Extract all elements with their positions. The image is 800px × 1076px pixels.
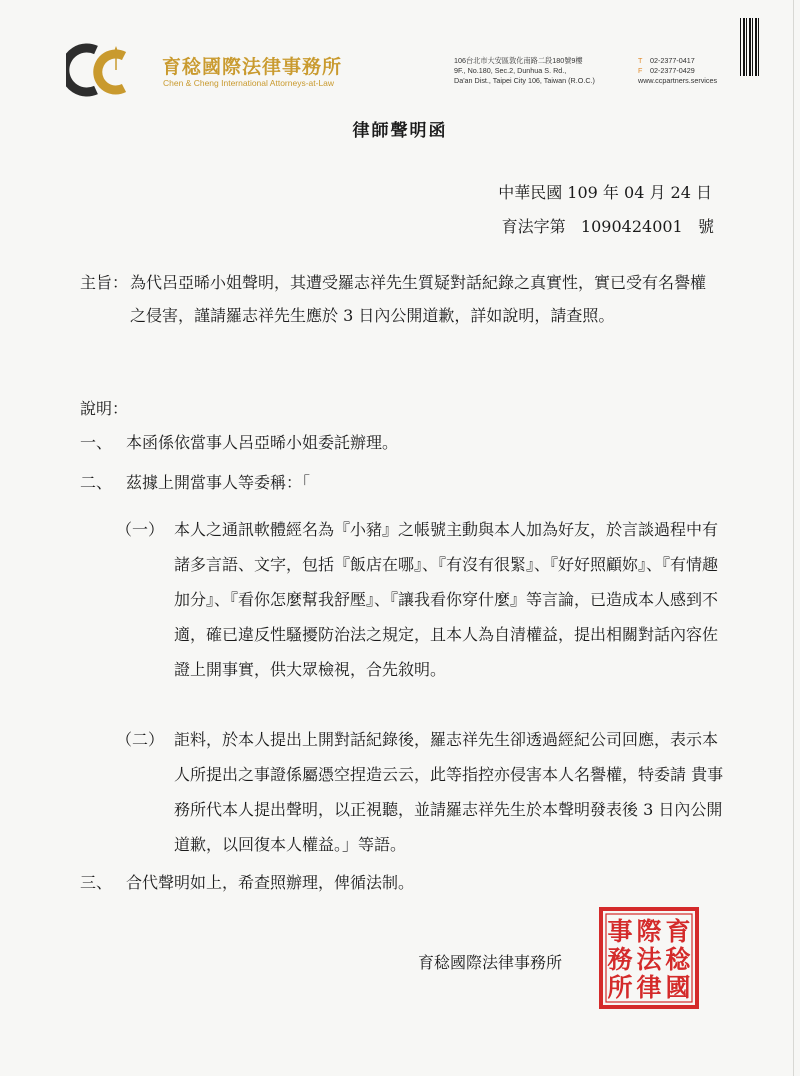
- sub-item-number: （一）: [116, 520, 165, 539]
- firm-logo-icon: [66, 42, 152, 98]
- firm-contact: [638, 56, 717, 86]
- subject-block: [80, 266, 720, 332]
- firm-english-name: Chen & Cheng International Attorneys-at-Law: [163, 78, 335, 88]
- barcode-icon: [740, 18, 760, 76]
- sub-item-text: 詎料，於本人提出上開對話紀錄後，羅志祥先生卻透過經紀公司回應，表示本人所提出之事證係屬憑空捏造云云，此等指控亦侵害本人名譽權，特委請 貴事務所代本人提出聲明，以正視聽，並請羅志祥先生於本聲明發表後 3 日內公開道歉，以回復本人權益。」等語。: [174, 730, 724, 854]
- item-text: 合代聲明如上，希查照辦理，俾循法制。: [126, 873, 415, 892]
- address-line: 9F., No.180, Sec.2, Dunhua S. Rd.,: [454, 66, 567, 75]
- address-line: 106台北市大安區敦化南路二段180號9樓: [454, 56, 583, 65]
- website: www.ccpartners.services: [638, 76, 718, 85]
- item-number: 一、: [80, 433, 113, 452]
- item-text: 本函係依當事人呂亞晞小姐委託辦理。: [126, 433, 399, 452]
- signature: 育稔國際法律事務所: [418, 953, 563, 972]
- fax-number: 02-2377-0429: [650, 66, 695, 75]
- item-number: 二、: [80, 473, 113, 492]
- svg-text:務: 務: [607, 945, 633, 974]
- subject-text: 為代呂亞晞小姐聲明，其遭受羅志祥先生質疑對話紀錄之真實性，實已受有名譽權之侵害，謹請羅志祥先生應於 3 日內公開道歉，詳如說明，請查照。: [130, 273, 707, 325]
- address-line: Da'an Dist., Taipei City 106, Taiwan (R.O.C.): [454, 76, 595, 85]
- explain-label: 說明：: [80, 399, 129, 418]
- firm-address: [454, 56, 595, 86]
- svg-text:律: 律: [636, 973, 662, 1002]
- tel-number: 02-2377-0417: [650, 56, 695, 65]
- svg-text:國: 國: [665, 973, 691, 1002]
- sub-item-text: 本人之通訊軟體經名為『小豬』之帳號主動與本人加為好友，於言談過程中有諸多言語、文字，包括『飯店在哪』、『有沒有很緊』、『好好照顧妳』、『有情趣加分』、『看你怎麼幫我舒壓』、『讓我看你穿什麼』等言論，已造成本人感到不適，確已違反性騷擾防治法之規定，且本人為自清權益，提出相關對話內容佐證上開事實，供大眾檢視，合先敘明。: [174, 520, 719, 679]
- item-2: [80, 470, 310, 493]
- subject-label: 主旨：: [80, 273, 129, 292]
- svg-text:稔: 稔: [665, 945, 691, 974]
- sub-item-1: [116, 512, 726, 687]
- document-title: 律師聲明函: [352, 121, 448, 141]
- document-date: 中華民國 109 年 04 月 24 日: [498, 183, 712, 202]
- sub-item-2: [116, 722, 726, 862]
- firm-name: 育稔國際法律事務所: [162, 56, 343, 78]
- fax-key: F: [638, 66, 643, 75]
- seal-stamp-icon: [598, 906, 700, 1010]
- letterhead: [66, 40, 760, 100]
- item-number: 三、: [80, 873, 113, 892]
- svg-text:所: 所: [607, 973, 633, 1002]
- sub-item-number: （二）: [116, 730, 165, 749]
- item-1: [80, 430, 398, 453]
- tel-key: T: [638, 56, 643, 65]
- document-number: 育法字第 1090424001 號: [501, 217, 714, 236]
- svg-text:法: 法: [636, 945, 662, 974]
- item-text: 茲據上開當事人等委稱：「: [126, 473, 311, 492]
- svg-text:事: 事: [607, 917, 633, 946]
- svg-text:際: 際: [636, 917, 662, 946]
- item-3: [80, 870, 414, 893]
- svg-text:育: 育: [665, 917, 691, 946]
